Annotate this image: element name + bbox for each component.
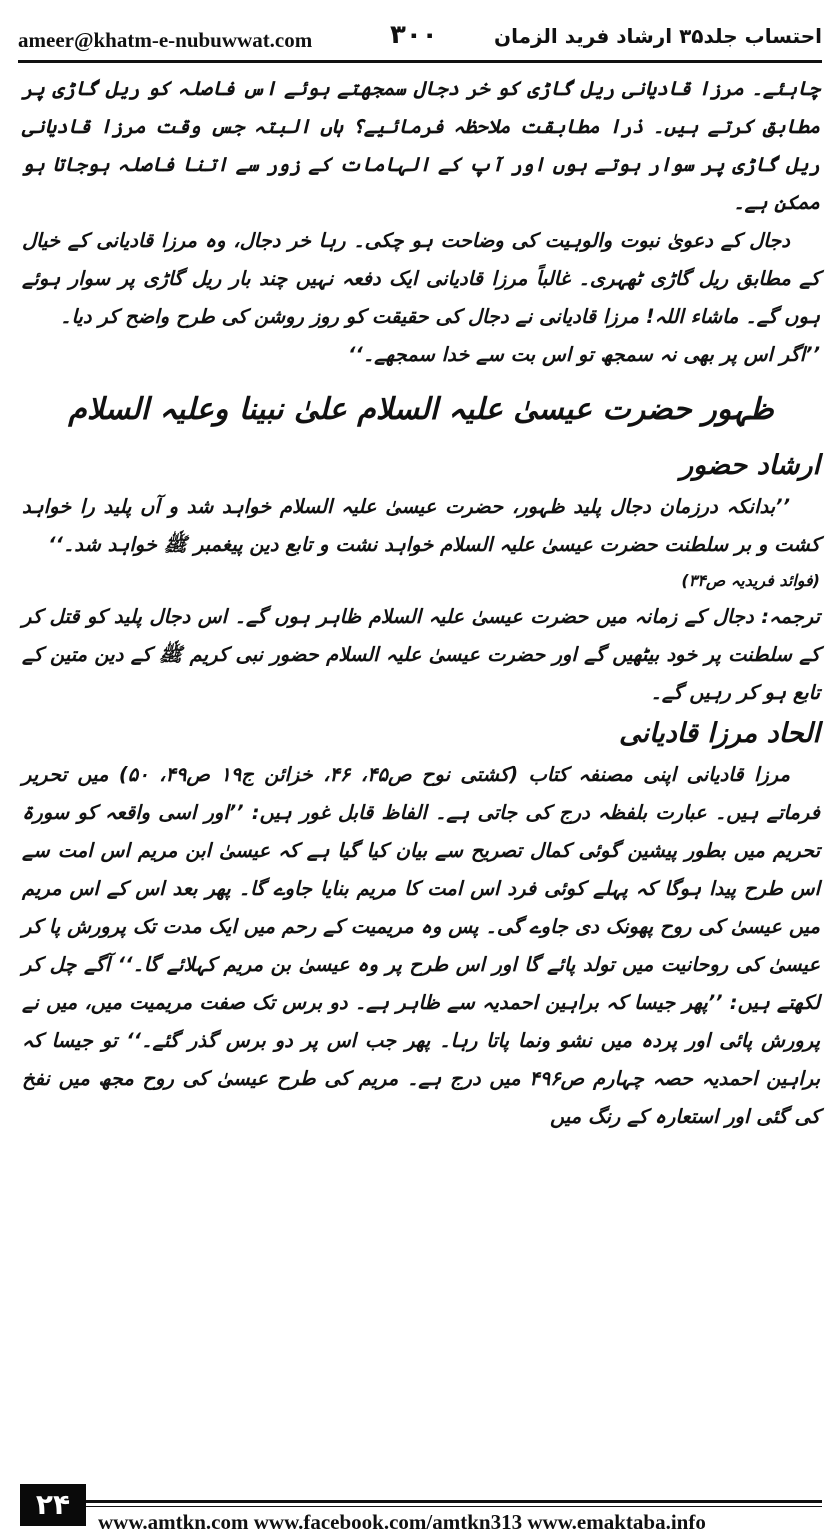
page-body [22,70,820,1136]
couplet: ’’اگر اس پر بھی نہ سمجھ تو اس بت سے خدا سمجھے۔‘‘ [347,343,820,366]
footer-rule [86,1500,822,1503]
subheading-ilhad: الحاد مرزا قادیانی [618,718,820,749]
paragraph-final: مرزا قادیانی اپنی مصنفہ کتاب (کشتی نوح ص۴۵، ۴۶، خزائن ج۱۹ ص۴۹، ۵۰) میں تحریر فرماتے ہیں۔ عبارت بلفظہ درج کی جاتی ہے۔ الفاظ قابل غور ہیں: ’’اور اسی واقعہ کو سورۃ تحریم میں بطور پیشین گوئی کمال تصریح سے بیان کیا گیا ہے کہ عیسیٰ ابن مریم اس امت سے اس طرح پیدا ہوگا کہ پہلے کوئی فرد اس امت کا مریم بنایا جاوے گا۔ پھر بعد اس کے اس مریم میں عیسیٰ کی روح پھونک دی جاوے گی۔ پس وہ مریمیت کے رحم میں ایک مدت تک پرورش پا کر عیسیٰ کی روحانیت میں تولد پائے گا اور اس طرح پر وہ عیسیٰ بن مریم کہلائے گا۔‘‘ آگے چل کر لکھتے ہیں: ’’پھر جیسا کہ براہین احمدیہ سے ظاہر ہے۔ دو برس تک صفت مریمیت میں، میں نے پرورش پائی اور پردہ میں نشو ونما پاتا رہا۔ پھر جب اس پر دو برس گذر گئے۔‘‘ تو جیسا کہ براہین احمدیہ حصہ چہارم ص۴۹۶ میں درج ہے۔ مریم کی طرح عیسیٰ کی روح مجھ میں نفخ کی گئی اور استعارہ کے رنگ میں [22,763,820,1128]
section-heading-zuhoor: ظہور حضرت عیسیٰ علیہ السلام علیٰ نبینا وعلیہ السلام [68,392,774,427]
paragraph-2: دجال کے دعویٰ نبوت والوہیت کی وضاحت ہو چکی۔ رہا خر دجال، وہ مرزا قادیانی کے خیال کے مطابق ریل گاڑی ٹھہری۔ غالباً مرزا قادیانی ایک دفعہ نہیں چند بار ریل گاڑی پر سوار ہوئے ہوں گے۔ ماشاء اللہ! مرزا قادیانی نے دجال کی حقیقت کو روز روشن کی طرح واضح کر دیا۔ [22,229,820,328]
footer-rule-thin [86,1506,822,1507]
persian-quote: ’’بدانکہ درزمان دجال پلید ظہور، حضرت عیسیٰ علیہ السلام خواہد شد و آں پلید را خواہد کشت و بر سلطنت حضرت عیسیٰ علیہ السلام خواہد نشت و تابع دین پیغمبر ﷺ خواہد شد۔‘‘ [22,495,820,556]
header-rule [18,60,822,63]
header-email: ameer@khatm-e-nubuwwat.com [18,28,313,52]
paragraph-1: چاہئے۔ مرزا قادیانی ریل گاڑی کو خر دجال سمجھتے ہوئے اس فاصلہ کو ریل گاڑی پر مطابق کرتے ہیں۔ ذرا مطابقت ملاحظہ فرمائیے؟ ہاں البتہ جس وقت مرزا قادیانی ریل گاڑی پر سوار ہوتے ہوں اور آپ کے الہامات کے زور سے اتنا فاصلہ ہوجاتا ہو ممکن ہے۔ [22,77,820,214]
subheading-irshad: ارشاد حضور [680,450,820,481]
reference: (فوائد فریدیہ ص۳۴) [681,571,820,590]
header-running-title: احتساب جلد۳۵ ارشاد فرید الزمان [494,24,822,48]
footer-page-number: ۲۴ [20,1484,86,1526]
footer-links: www.amtkn.com www.facebook.com/amtkn313 www.emaktaba.info [98,1510,706,1534]
page-header [18,14,822,54]
header-page-number: ۳۰۰ [390,20,438,50]
translation-paragraph: ترجمہ: دجال کے زمانہ میں حضرت عیسیٰ علیہ السلام ظاہر ہوں گے۔ اس دجال پلید کو قتل کر کے سلطنت پر خود بیٹھیں گے اور حضرت عیسیٰ علیہ السلام حضور نبی کریم ﷺ کے دین متین کے تابع ہو کر رہیں گے۔ [22,605,820,704]
